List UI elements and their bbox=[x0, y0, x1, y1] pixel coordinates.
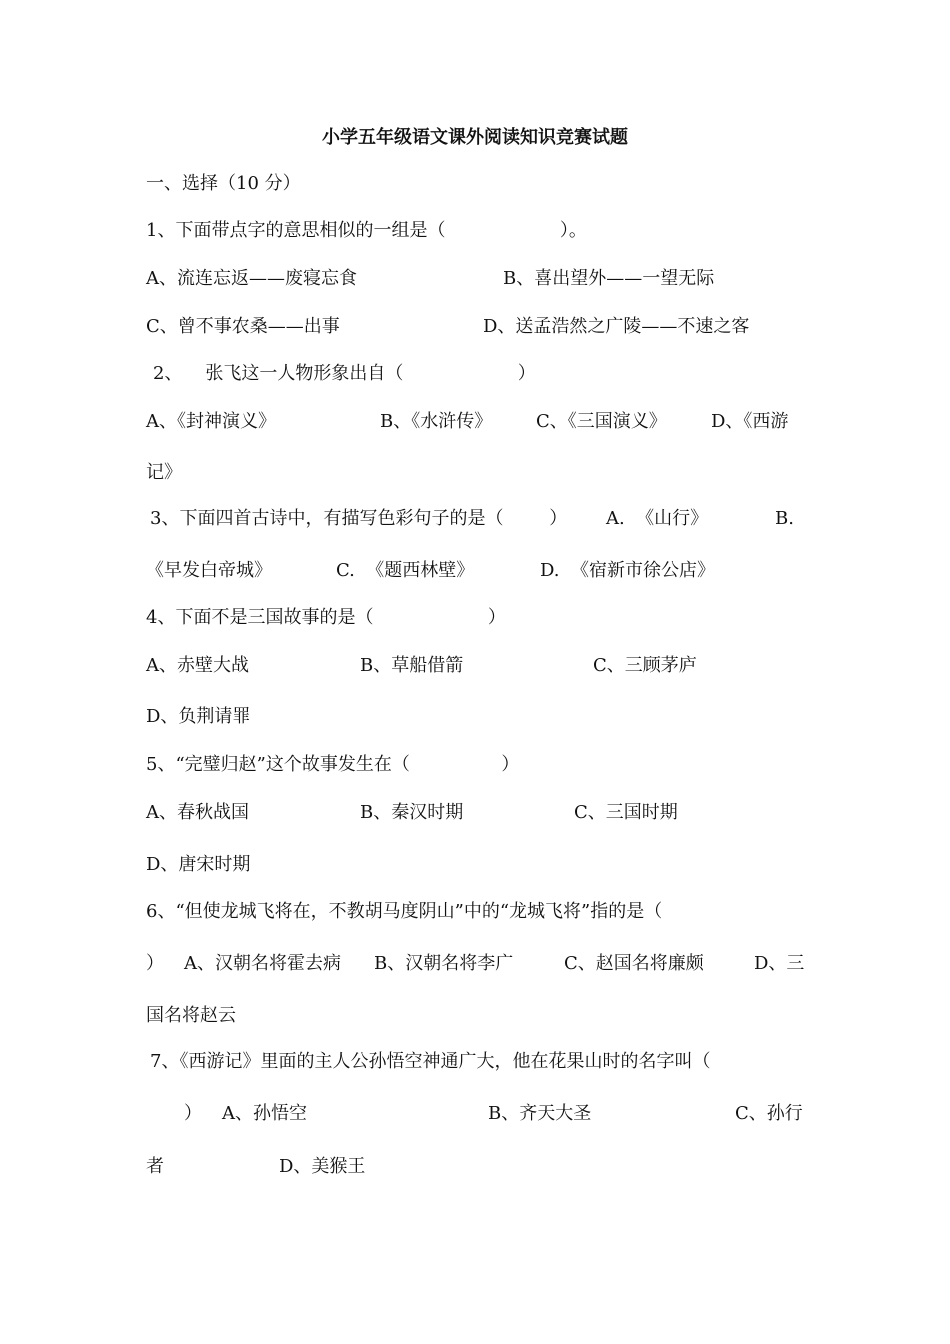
question-3-option-a: A. 《山行》 bbox=[606, 508, 709, 529]
question-6-option-d-cont: 国名将赵云 bbox=[146, 1005, 236, 1026]
question-1-option-d: D、送孟浩然之广陵——不速之客 bbox=[483, 316, 750, 337]
question-6-option-c: C、赵国名将廉颇 bbox=[564, 953, 704, 974]
question-7-stem: 7、《西游记》里面的主人公孙悟空神通广大，他在花果山时的名字叫（ bbox=[150, 1051, 711, 1072]
question-5-option-a: A、春秋战国 bbox=[146, 802, 249, 823]
question-7-stem-cont: ） bbox=[184, 1103, 202, 1124]
question-4-option-c: C、三顾茅庐 bbox=[593, 655, 697, 676]
question-7-option-c: C、孙行 bbox=[735, 1103, 803, 1124]
question-7-option-b: B、齐天大圣 bbox=[488, 1103, 592, 1124]
question-1-option-b: B、喜出望外——一望无际 bbox=[503, 268, 715, 289]
question-7-option-c-cont: 者 bbox=[146, 1156, 164, 1177]
question-5-option-b: B、秦汉时期 bbox=[360, 802, 464, 823]
question-2-stem: 2、 张飞这一人物形象出自（ ） bbox=[153, 363, 536, 384]
question-1-option-c: C、曾不事农桑——出事 bbox=[146, 316, 340, 337]
page-title: 小学五年级语文课外阅读知识竞赛试题 bbox=[322, 127, 628, 148]
question-2-option-d: D、《西游 bbox=[711, 411, 789, 432]
question-1-option-a: A、流连忘返——废寝忘食 bbox=[146, 268, 357, 289]
question-3-stem: 3、下面四首古诗中，有描写色彩句子的是（ ） bbox=[150, 508, 568, 529]
question-7-option-d: D、美猴王 bbox=[279, 1156, 366, 1177]
question-3-option-d: D. 《宿新市徐公店》 bbox=[540, 560, 715, 581]
question-6-stem: 6、“但使龙城飞将在，不教胡马度阴山”中的“龙城飞将”指的是（ bbox=[146, 901, 663, 922]
question-2-option-b: B、《水浒传》 bbox=[380, 411, 493, 432]
question-7-option-a: A、孙悟空 bbox=[222, 1103, 307, 1124]
question-3-option-b-letter: B. bbox=[775, 508, 794, 529]
question-4-option-b: B、草船借箭 bbox=[360, 655, 464, 676]
question-3-option-b: 《早发白帝城》 bbox=[146, 560, 272, 581]
question-2-option-a: A、《封神演义》 bbox=[146, 411, 276, 432]
question-2-option-d-cont: 记》 bbox=[146, 462, 182, 483]
question-5-option-c: C、三国时期 bbox=[574, 802, 678, 823]
question-5-stem: 5、“完璧归赵”这个故事发生在（ ） bbox=[146, 754, 520, 775]
question-4-option-a: A、赤壁大战 bbox=[146, 655, 249, 676]
question-4-stem: 4、下面不是三国故事的是（ ） bbox=[146, 607, 506, 628]
question-5-option-d: D、唐宋时期 bbox=[146, 854, 251, 875]
question-4-option-d: D、负荆请罪 bbox=[146, 706, 251, 727]
question-6-option-d: D、三 bbox=[754, 953, 805, 974]
question-3-option-c: C. 《题西林壁》 bbox=[336, 560, 475, 581]
question-6-stem-cont: ） bbox=[146, 953, 164, 974]
question-1-stem: 1、下面带点字的意思相似的一组是（ ）。 bbox=[146, 220, 587, 241]
section-heading: 一、选择（10 分） bbox=[146, 173, 301, 194]
question-2-option-c: C、《三国演义》 bbox=[536, 411, 667, 432]
question-6-option-b: B、汉朝名将李广 bbox=[374, 953, 514, 974]
question-6-option-a: A、汉朝名将霍去病 bbox=[184, 953, 341, 974]
